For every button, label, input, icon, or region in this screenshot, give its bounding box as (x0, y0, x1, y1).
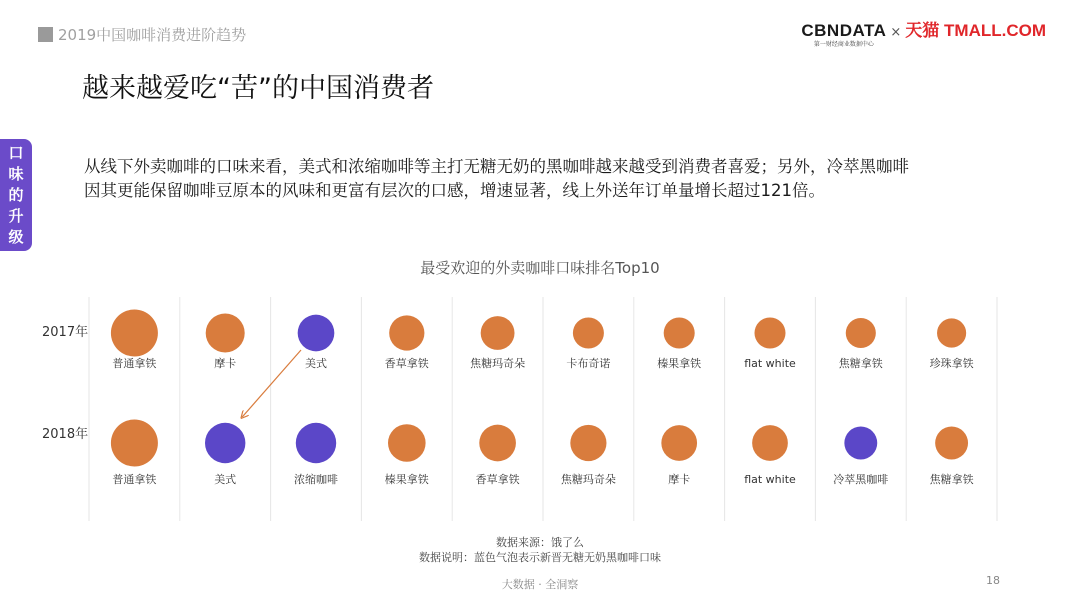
bubble (570, 425, 606, 461)
bubble-label: 美式 (305, 357, 327, 370)
data-source: 数据来源：饿了么 (496, 536, 584, 549)
bubble-label: 焦糖玛奇朵 (470, 357, 526, 370)
bubble-label: 冷萃黑咖啡 (833, 473, 889, 486)
bubble-label: 普通拿铁 (112, 473, 157, 486)
footer-text: 大数据 · 全洞察 (501, 578, 579, 591)
tmall-logo: 天猫 TMALL.COM (905, 21, 1046, 40)
bubble (111, 420, 158, 467)
bubble (388, 424, 426, 462)
report-title: 2019中国咖啡消费进阶趋势 (58, 26, 247, 44)
bubble (846, 318, 876, 348)
bubble (752, 425, 788, 461)
bubble (937, 318, 966, 347)
bubble-label: 焦糖拿铁 (838, 357, 883, 370)
bubble (389, 315, 424, 350)
bubble (844, 427, 877, 460)
bubble (206, 313, 245, 352)
bubble-label: 榛果拿铁 (657, 357, 702, 370)
bubble (298, 315, 335, 352)
bubble-label: flat white (744, 357, 796, 370)
row-label: 2017年 (42, 325, 89, 340)
chart-title: 最受欢迎的外卖咖啡口味排名Top10 (420, 259, 660, 277)
bubble-label: 珍珠拿铁 (929, 357, 974, 370)
bubble-label: 普通拿铁 (112, 357, 157, 370)
side-tab-label: 口味的升级 (8, 143, 24, 246)
bubble-label: 榛果拿铁 (384, 473, 429, 486)
bubble-label: 浓缩咖啡 (294, 473, 338, 486)
bubble-label: 香草拿铁 (384, 357, 429, 370)
description-line-2: 因其更能保留咖啡豆原本的风味和更富有层次的口感，增速显著，线上外送年订单量增长超过121倍。 (84, 181, 825, 200)
bubble-label: 摩卡 (668, 473, 691, 486)
page-title: 越来越爱吃“苦”的中国消费者 (82, 73, 434, 104)
bubble-label: 焦糖玛奇朵 (560, 473, 616, 486)
bubble (664, 317, 695, 348)
bubble (205, 423, 245, 463)
row-label: 2018年 (42, 427, 89, 442)
bubble (479, 425, 516, 462)
bubble-label: 卡布奇诺 (566, 357, 611, 370)
bubble (481, 316, 515, 350)
cbndata-logo-subtext: 第一财经商业数据中心 (813, 41, 874, 48)
bubble-label: 香草拿铁 (475, 473, 520, 486)
rank-change-arrow (242, 350, 301, 417)
bubble (661, 425, 697, 461)
bubble (573, 317, 604, 348)
description-line-1: 从线下外卖咖啡的口味来看，美式和浓缩咖啡等主打无糖无奶的黑咖啡越来越受到消费者喜爱；另外，冷萃黑咖啡 (84, 157, 909, 176)
data-notes (0, 535, 1080, 565)
data-explanation: 数据说明：蓝色气泡表示新晋无糖无奶黑咖啡口味 (419, 551, 661, 564)
logo-separator: × (890, 25, 902, 40)
bubble-label: 焦糖拿铁 (929, 473, 974, 486)
bubble-label: 美式 (214, 473, 237, 486)
bubble-label: flat white (744, 473, 796, 486)
bubble (754, 317, 785, 348)
page-number: 18 (986, 574, 1000, 587)
bubble-label: 摩卡 (214, 357, 237, 370)
bubble (111, 310, 158, 357)
cbndata-logo-text: CBNDATA (801, 21, 887, 40)
bubble (296, 423, 336, 463)
bubble (935, 427, 968, 460)
